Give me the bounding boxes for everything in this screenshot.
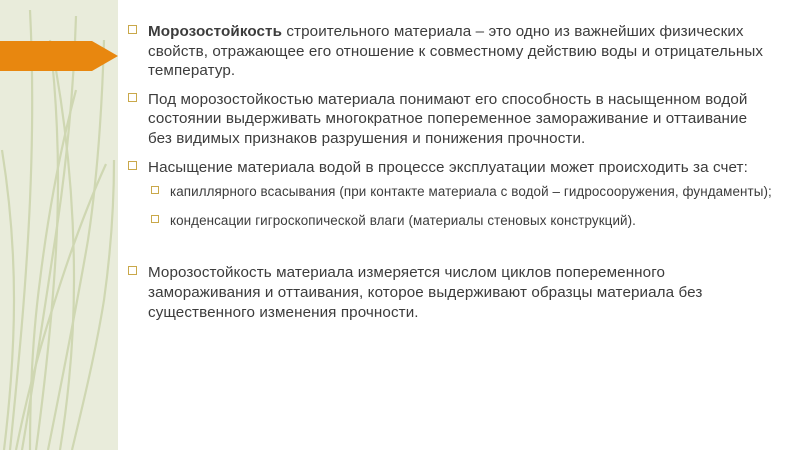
bullet-text: Морозостойкость материала измеряется числом циклов попеременного замораживания и оттаивания, которое выдерживают образцы материала без существенного изменения прочности. <box>148 264 703 321</box>
list-item <box>148 212 774 229</box>
bullet-marker-icon <box>151 215 159 223</box>
bullet-marker-icon <box>128 25 137 34</box>
main-bullet-list <box>126 22 774 322</box>
bullet-marker-icon <box>128 266 137 275</box>
list-item <box>126 263 774 322</box>
bullet-marker-icon <box>128 93 137 102</box>
orange-arrow-banner <box>0 36 118 76</box>
bullet-marker-icon <box>151 186 159 194</box>
bullet-text: строительного материала – это одно из важнейших физических свойств, отражающее его отношение к совместному действию воды и отрицательных температур. <box>148 23 764 80</box>
list-item <box>126 22 774 81</box>
list-item <box>126 90 774 149</box>
list-item <box>126 158 774 230</box>
spacer <box>126 241 774 263</box>
sub-bullet-text: капиллярного всасывания (при контакте материала с водой – гидросооружения, фундаменты); <box>170 184 772 200</box>
sub-bullet-list <box>148 183 774 229</box>
bullet-marker-icon <box>128 161 137 170</box>
list-item <box>148 183 774 200</box>
sub-bullet-text: конденсации гигроскопической влаги (материалы стеновых конструкций). <box>170 213 636 229</box>
slide-body-content <box>126 22 774 331</box>
bullet-text: Под морозостойкостью материала понимают его способность в насыщенном водой состоянии выдерживать многократное попеременное замораживание и оттаивание без видимых признаков разрушения и понижения прочности. <box>148 90 748 148</box>
bullet-text: Насыщение материала водой в процессе эксплуатации может происходить за счет: <box>148 158 748 176</box>
bullet-bold-lead: Морозостойкость <box>148 23 283 40</box>
arrow-shape-icon <box>0 36 118 76</box>
